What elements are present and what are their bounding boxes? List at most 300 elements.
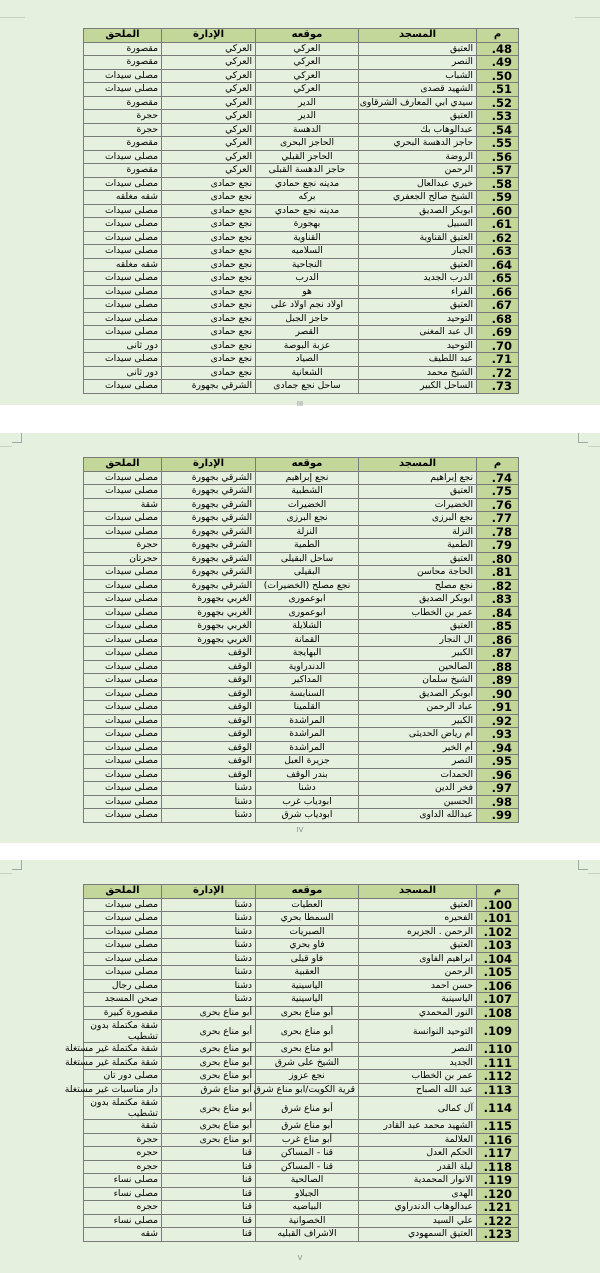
cell-annex: مصلى سيدات <box>84 245 162 259</box>
cell-location: أبو مناع شرق <box>256 1120 359 1134</box>
cell-admin: نجع حمادى <box>162 353 256 367</box>
cell-mosque: الحسين <box>359 795 477 809</box>
cell-annex: مصلى سيدات <box>84 966 162 980</box>
cell-annex: شقة مكتملة بدون تشطيب <box>84 1020 162 1043</box>
cell-annex: مصلى سيدات <box>84 633 162 647</box>
table-row <box>84 1006 519 1020</box>
table-row <box>84 1201 519 1215</box>
cell-location: حاجز الجبل <box>256 312 359 326</box>
cell-admin: دشنا <box>162 939 256 953</box>
cell-number: .59 <box>477 191 519 205</box>
cell-number: .75 <box>477 485 519 499</box>
table-row <box>84 606 519 620</box>
cell-location: العقبية <box>256 966 359 980</box>
table-row <box>84 164 519 178</box>
cell-annex: شقة <box>84 1120 162 1134</box>
cell-annex: مصلى سيدات <box>84 326 162 340</box>
cell-admin: نجع حمادى <box>162 299 256 313</box>
header-annex: الملحق <box>84 885 162 899</box>
cell-location: الياسينية <box>256 993 359 1007</box>
cell-annex: شقة مكتملة غير مستغلة <box>84 1043 162 1057</box>
cell-mosque: عبدالوهاب الدندراوي <box>359 1201 477 1215</box>
cell-location: مدينه نجع حمادي <box>256 204 359 218</box>
cell-admin: الشرقي بجهورة <box>162 498 256 512</box>
cell-mosque: الكبير <box>359 714 477 728</box>
cell-admin: العركي <box>162 137 256 151</box>
cell-annex: مصلى سيدات <box>84 898 162 912</box>
cell-mosque: عمر بن الخطاب <box>359 606 477 620</box>
table-row <box>84 552 519 566</box>
cell-annex: شقه مغلقه <box>84 258 162 272</box>
cell-mosque: الخضيرات <box>359 498 477 512</box>
cell-mosque: الحكم العدل <box>359 1147 477 1161</box>
cell-number: .79 <box>477 539 519 553</box>
crop-mark <box>12 860 22 870</box>
table-row <box>84 566 519 580</box>
table-row <box>84 1056 519 1070</box>
cell-number: .51 <box>477 83 519 97</box>
table-row <box>84 299 519 313</box>
cell-number: .118 <box>477 1160 519 1174</box>
cell-annex: حجرة <box>84 539 162 553</box>
cell-location: البهايجة <box>256 647 359 661</box>
cell-annex: حجرة <box>84 1133 162 1147</box>
cell-number: .50 <box>477 69 519 83</box>
cell-number: .65 <box>477 272 519 286</box>
cell-number: .122 <box>477 1214 519 1228</box>
cell-mosque: التوحيد <box>359 339 477 353</box>
cell-location: القمانة <box>256 633 359 647</box>
table-row <box>84 993 519 1007</box>
cell-mosque: الساحل الكبير <box>359 380 477 394</box>
header-location: موقعه <box>256 885 359 899</box>
table-row <box>84 809 519 823</box>
cell-admin: دشنا <box>162 979 256 993</box>
table-row <box>84 177 519 191</box>
cell-number: .91 <box>477 701 519 715</box>
cell-admin: الشرقي بجهورة <box>162 539 256 553</box>
cell-mosque: الشيخ صالح الجعفري <box>359 191 477 205</box>
cell-annex: شقه <box>84 1228 162 1242</box>
cell-mosque: العتيق <box>359 552 477 566</box>
cell-mosque: العلالمة <box>359 1133 477 1147</box>
table-row <box>84 1043 519 1057</box>
cell-admin: نجع حمادى <box>162 366 256 380</box>
crop-mark <box>12 433 22 443</box>
cell-annex: مقصورة <box>84 164 162 178</box>
cell-annex: مصلى سيدات <box>84 353 162 367</box>
cell-mosque: الكبير <box>359 647 477 661</box>
cell-number: .54 <box>477 123 519 137</box>
table-row <box>84 1070 519 1084</box>
cell-location: الدير <box>256 96 359 110</box>
table-row <box>84 939 519 953</box>
cell-location: عزبة البوصة <box>256 339 359 353</box>
cell-annex: مصلى سيدات <box>84 525 162 539</box>
crop-mark <box>578 433 588 443</box>
table-row <box>84 741 519 755</box>
cell-annex: مصلى سيدات <box>84 912 162 926</box>
cell-mosque: الحاجة محاسن <box>359 566 477 580</box>
cell-annex: مصلى سيدات <box>84 660 162 674</box>
cell-annex: مصلى سيدات <box>84 687 162 701</box>
cell-annex: مصلى سيدات <box>84 204 162 218</box>
cell-annex: مصلى سيدات <box>84 728 162 742</box>
cell-location: الصالحية <box>256 1174 359 1188</box>
cell-location: أبو مناع شرق <box>256 1097 359 1120</box>
cell-number: .92 <box>477 714 519 728</box>
table-row <box>84 272 519 286</box>
cell-annex: مقصورة <box>84 96 162 110</box>
cell-mosque: العتيق <box>359 939 477 953</box>
cell-mosque: الفحيره <box>359 912 477 926</box>
cell-mosque: التوحيد <box>359 312 477 326</box>
cell-mosque: ابراهيم الفاوى <box>359 952 477 966</box>
cell-admin: قنا <box>162 1228 256 1242</box>
cell-admin: الغربي بجهورة <box>162 633 256 647</box>
cell-admin: دشنا <box>162 966 256 980</box>
cell-number: .82 <box>477 579 519 593</box>
cell-location: العركي <box>256 42 359 56</box>
table-row <box>84 123 519 137</box>
cell-location: قنا - المساكن <box>256 1160 359 1174</box>
table-row <box>84 191 519 205</box>
cell-location: بندر الوقف <box>256 768 359 782</box>
cell-location: الخصوانية <box>256 1214 359 1228</box>
cell-location: البقيلى <box>256 566 359 580</box>
cell-annex: مصلى سيدات <box>84 579 162 593</box>
cell-mosque: النصر <box>359 1043 477 1057</box>
cell-mosque: التوحيد النوانسة <box>359 1020 477 1043</box>
cell-admin: قنا <box>162 1174 256 1188</box>
table-row <box>84 339 519 353</box>
cell-annex: مصلى سيدات <box>84 925 162 939</box>
cell-location: أبو مناع بحرى <box>256 1043 359 1057</box>
table-row <box>84 471 519 485</box>
cell-location: الدير <box>256 110 359 124</box>
cell-number: .87 <box>477 647 519 661</box>
cell-admin: أبو مناع بحرى <box>162 1133 256 1147</box>
cell-mosque: النصر <box>359 755 477 769</box>
table-row <box>84 380 519 394</box>
cell-admin: العركي <box>162 164 256 178</box>
cell-location: السلاميه <box>256 245 359 259</box>
cell-location: الصبريات <box>256 925 359 939</box>
cell-mosque: أم رياض الحديثى <box>359 728 477 742</box>
cell-location: ساحل نجع جمادى <box>256 380 359 394</box>
cell-mosque: الرحمن <box>359 164 477 178</box>
cell-admin: الوقف <box>162 674 256 688</box>
cell-number: .88 <box>477 660 519 674</box>
cell-mosque: الرحمن . الجزيره <box>359 925 477 939</box>
table-row <box>84 952 519 966</box>
cell-number: .116 <box>477 1133 519 1147</box>
cell-mosque: عبد اللطيف <box>359 353 477 367</box>
cell-annex: شقة مكتملة بدون تشطيب <box>84 1097 162 1120</box>
header-line <box>588 446 600 447</box>
cell-mosque: الصالحين <box>359 660 477 674</box>
cell-annex: مصلى سيدات <box>84 218 162 232</box>
cell-mosque: النصر <box>359 56 477 70</box>
cell-number: .69 <box>477 326 519 340</box>
cell-number: .86 <box>477 633 519 647</box>
table-row <box>84 366 519 380</box>
cell-annex: شقة مكتملة غير مستغلة <box>84 1056 162 1070</box>
cell-number: .53 <box>477 110 519 124</box>
table-header-row <box>84 458 519 472</box>
cell-location: الطمية <box>256 539 359 553</box>
cell-admin: نجع حمادى <box>162 204 256 218</box>
table-header-row <box>84 29 519 43</box>
cell-location: مدينه نجع حمادي <box>256 177 359 191</box>
cell-annex: مصلى سيدات <box>84 471 162 485</box>
cell-mosque: الجبار <box>359 245 477 259</box>
cell-mosque: فخر الدين <box>359 782 477 796</box>
table-row <box>84 525 519 539</box>
cell-admin: أبو مناع بحرى <box>162 1120 256 1134</box>
cell-location: نجع إبراهيم <box>256 471 359 485</box>
cell-annex: مصلى سيدات <box>84 593 162 607</box>
cell-admin: العركي <box>162 69 256 83</box>
cell-admin: نجع حمادى <box>162 218 256 232</box>
cell-number: .74 <box>477 471 519 485</box>
cell-number: .117 <box>477 1147 519 1161</box>
cell-mosque: الجديد <box>359 1056 477 1070</box>
cell-admin: دشنا <box>162 993 256 1007</box>
cell-location: نجع مصلح (الخضيرات) <box>256 579 359 593</box>
table-row <box>84 42 519 56</box>
cell-location: ابودياب غرب <box>256 795 359 809</box>
cell-mosque: العتيق <box>359 485 477 499</box>
header-num: م <box>477 885 519 899</box>
cell-mosque: الهدى <box>359 1187 477 1201</box>
cell-location: المداكير <box>256 674 359 688</box>
table-row <box>84 1214 519 1228</box>
cell-mosque: آل كمالى <box>359 1097 477 1120</box>
cell-number: .95 <box>477 755 519 769</box>
table-row <box>84 620 519 634</box>
header-line <box>0 873 12 874</box>
page-gap <box>0 843 600 860</box>
cell-annex: مصلى نساء <box>84 1214 162 1228</box>
cell-annex: مصلى سيدات <box>84 647 162 661</box>
table-row <box>84 1120 519 1134</box>
cell-location: هو <box>256 285 359 299</box>
table-row <box>84 795 519 809</box>
cell-mosque: العتيق السمهودي <box>359 1228 477 1242</box>
cell-number: .85 <box>477 620 519 634</box>
cell-location: المراشدة <box>256 741 359 755</box>
cell-admin: دشنا <box>162 898 256 912</box>
cell-annex: مصلى نساء <box>84 1174 162 1188</box>
cell-mosque: نجع البرزى <box>359 512 477 526</box>
cell-number: .58 <box>477 177 519 191</box>
cell-location: الاشراف القبليه <box>256 1228 359 1242</box>
cell-location: نجع عزوز <box>256 1070 359 1084</box>
cell-annex: مقصورة <box>84 56 162 70</box>
cell-annex: حجرة <box>84 110 162 124</box>
cell-mosque: حاجز الدهسة البحري <box>359 137 477 151</box>
cell-mosque: أبوبكر الصديق <box>359 687 477 701</box>
cell-location: القصر <box>256 326 359 340</box>
table-row <box>84 56 519 70</box>
cell-location: الخضيرات <box>256 498 359 512</box>
header-line <box>575 17 600 18</box>
cell-location: بهجورة <box>256 218 359 232</box>
cell-mosque: ال النجار <box>359 633 477 647</box>
cell-location: الشطبية <box>256 485 359 499</box>
cell-admin: دشنا <box>162 795 256 809</box>
cell-mosque: الفراء <box>359 285 477 299</box>
cell-annex: مصلى سيدات <box>84 755 162 769</box>
cell-annex: مصلى سيدات <box>84 701 162 715</box>
cell-admin: الشرقي بجهورة <box>162 485 256 499</box>
cell-annex: مصلى سيدات <box>84 512 162 526</box>
cell-number: .90 <box>477 687 519 701</box>
cell-mosque: الياسينية <box>359 993 477 1007</box>
table-row <box>84 701 519 715</box>
cell-mosque: ال عبد المغنى <box>359 326 477 340</box>
cell-admin: نجع حمادى <box>162 339 256 353</box>
table-row <box>84 150 519 164</box>
cell-number: .56 <box>477 150 519 164</box>
cell-mosque: الدرب الجديد <box>359 272 477 286</box>
cell-number: .52 <box>477 96 519 110</box>
cell-number: .73 <box>477 380 519 394</box>
header-mosque: المسجد <box>359 29 477 43</box>
cell-admin: الوقف <box>162 741 256 755</box>
cell-admin: العركي <box>162 110 256 124</box>
table-row <box>84 1083 519 1097</box>
cell-annex: مصلى سيدات <box>84 231 162 245</box>
cell-annex: مصلى سيدات <box>84 795 162 809</box>
cell-number: .83 <box>477 593 519 607</box>
table-row <box>84 353 519 367</box>
cell-mosque: العتيق <box>359 620 477 634</box>
cell-mosque: الشيخ محمد <box>359 366 477 380</box>
table-row <box>84 69 519 83</box>
cell-admin: دشنا <box>162 925 256 939</box>
table-row <box>84 285 519 299</box>
cell-location: الحاجز القبلي <box>256 150 359 164</box>
cell-location: نجع البرزى <box>256 512 359 526</box>
cell-mosque: الروضة <box>359 150 477 164</box>
cell-number: .107 <box>477 993 519 1007</box>
cell-admin: الوقف <box>162 687 256 701</box>
cell-mosque: العتيق <box>359 110 477 124</box>
table-row <box>84 1097 519 1120</box>
mosque-table-page-3 <box>83 28 519 394</box>
table-row <box>84 674 519 688</box>
table-row <box>84 512 519 526</box>
cell-number: .66 <box>477 285 519 299</box>
header-line <box>0 17 25 18</box>
cell-mosque: ابوبكر الصديق <box>359 593 477 607</box>
cell-number: .106 <box>477 979 519 993</box>
cell-location: الحاجز البحرى <box>256 137 359 151</box>
header-admin: الإدارة <box>162 885 256 899</box>
header-location: موقعه <box>256 29 359 43</box>
cell-location: أبو مناع بحرى <box>256 1006 359 1020</box>
table-row <box>84 755 519 769</box>
cell-location: الجبلاو <box>256 1187 359 1201</box>
cell-annex: مصلى سيدات <box>84 741 162 755</box>
cell-location: ابوعمورى <box>256 593 359 607</box>
cell-mosque: عباد الرحمن <box>359 701 477 715</box>
header-mosque: المسجد <box>359 458 477 472</box>
cell-location: القناوية <box>256 231 359 245</box>
cell-mosque: سيدي ابي المعارف الشرقاوى <box>359 96 477 110</box>
cell-annex: مصلى رجال <box>84 979 162 993</box>
cell-location: العركي <box>256 69 359 83</box>
cell-annex: مصلى سيدات <box>84 939 162 953</box>
cell-mosque: الطمية <box>359 539 477 553</box>
cell-number: .113 <box>477 1083 519 1097</box>
cell-location: فاو قبلى <box>256 952 359 966</box>
cell-location: الدهسة <box>256 123 359 137</box>
cell-admin: أبو مناع شرق <box>162 1083 256 1097</box>
cell-number: .68 <box>477 312 519 326</box>
table-row <box>84 593 519 607</box>
cell-mosque: العتيق <box>359 42 477 56</box>
cell-admin: نجع حمادى <box>162 326 256 340</box>
cell-annex: مصلى سيدات <box>84 606 162 620</box>
cell-admin: قنا <box>162 1201 256 1215</box>
cell-annex: مصلى دور تان <box>84 1070 162 1084</box>
table-row <box>84 539 519 553</box>
cell-annex: حجرة <box>84 123 162 137</box>
cell-mosque: خيري عبدالعال <box>359 177 477 191</box>
table-header-row <box>84 885 519 899</box>
cell-admin: العركي <box>162 56 256 70</box>
cell-admin: الغربي بجهورة <box>162 593 256 607</box>
cell-location: ساحل البقيلى <box>256 552 359 566</box>
cell-annex: مصلى سيدات <box>84 150 162 164</box>
table-row <box>84 1133 519 1147</box>
cell-admin: الوقف <box>162 768 256 782</box>
cell-number: .57 <box>477 164 519 178</box>
header-annex: الملحق <box>84 458 162 472</box>
cell-number: .109 <box>477 1020 519 1043</box>
cell-number: .60 <box>477 204 519 218</box>
cell-location: السمطا بحري <box>256 912 359 926</box>
table-row <box>84 768 519 782</box>
header-location: موقعه <box>256 458 359 472</box>
table-row <box>84 326 519 340</box>
table-row <box>84 258 519 272</box>
cell-mosque: ليلة القدر <box>359 1160 477 1174</box>
table-row <box>84 912 519 926</box>
crop-mark <box>578 860 588 870</box>
cell-annex: مصلى سيدات <box>84 380 162 394</box>
cell-admin: أبو مناع بحرى <box>162 1097 256 1120</box>
cell-annex: حجره <box>84 1147 162 1161</box>
cell-admin: نجع حمادى <box>162 312 256 326</box>
cell-admin: الشرقي بجهورة <box>162 380 256 394</box>
cell-location: العركي <box>256 83 359 97</box>
table-row <box>84 137 519 151</box>
cell-admin: نجع حمادى <box>162 258 256 272</box>
cell-annex: دار مناسبات غير مستغلة <box>84 1083 162 1097</box>
cell-admin: الشرقي بجهورة <box>162 552 256 566</box>
cell-number: .99 <box>477 809 519 823</box>
cell-admin: أبو مناع بحرى <box>162 1043 256 1057</box>
cell-admin: الوقف <box>162 701 256 715</box>
cell-location: ابوعمورى <box>256 606 359 620</box>
cell-mosque: الرحمن <box>359 966 477 980</box>
cell-location: الصياد <box>256 353 359 367</box>
cell-admin: الوقف <box>162 714 256 728</box>
